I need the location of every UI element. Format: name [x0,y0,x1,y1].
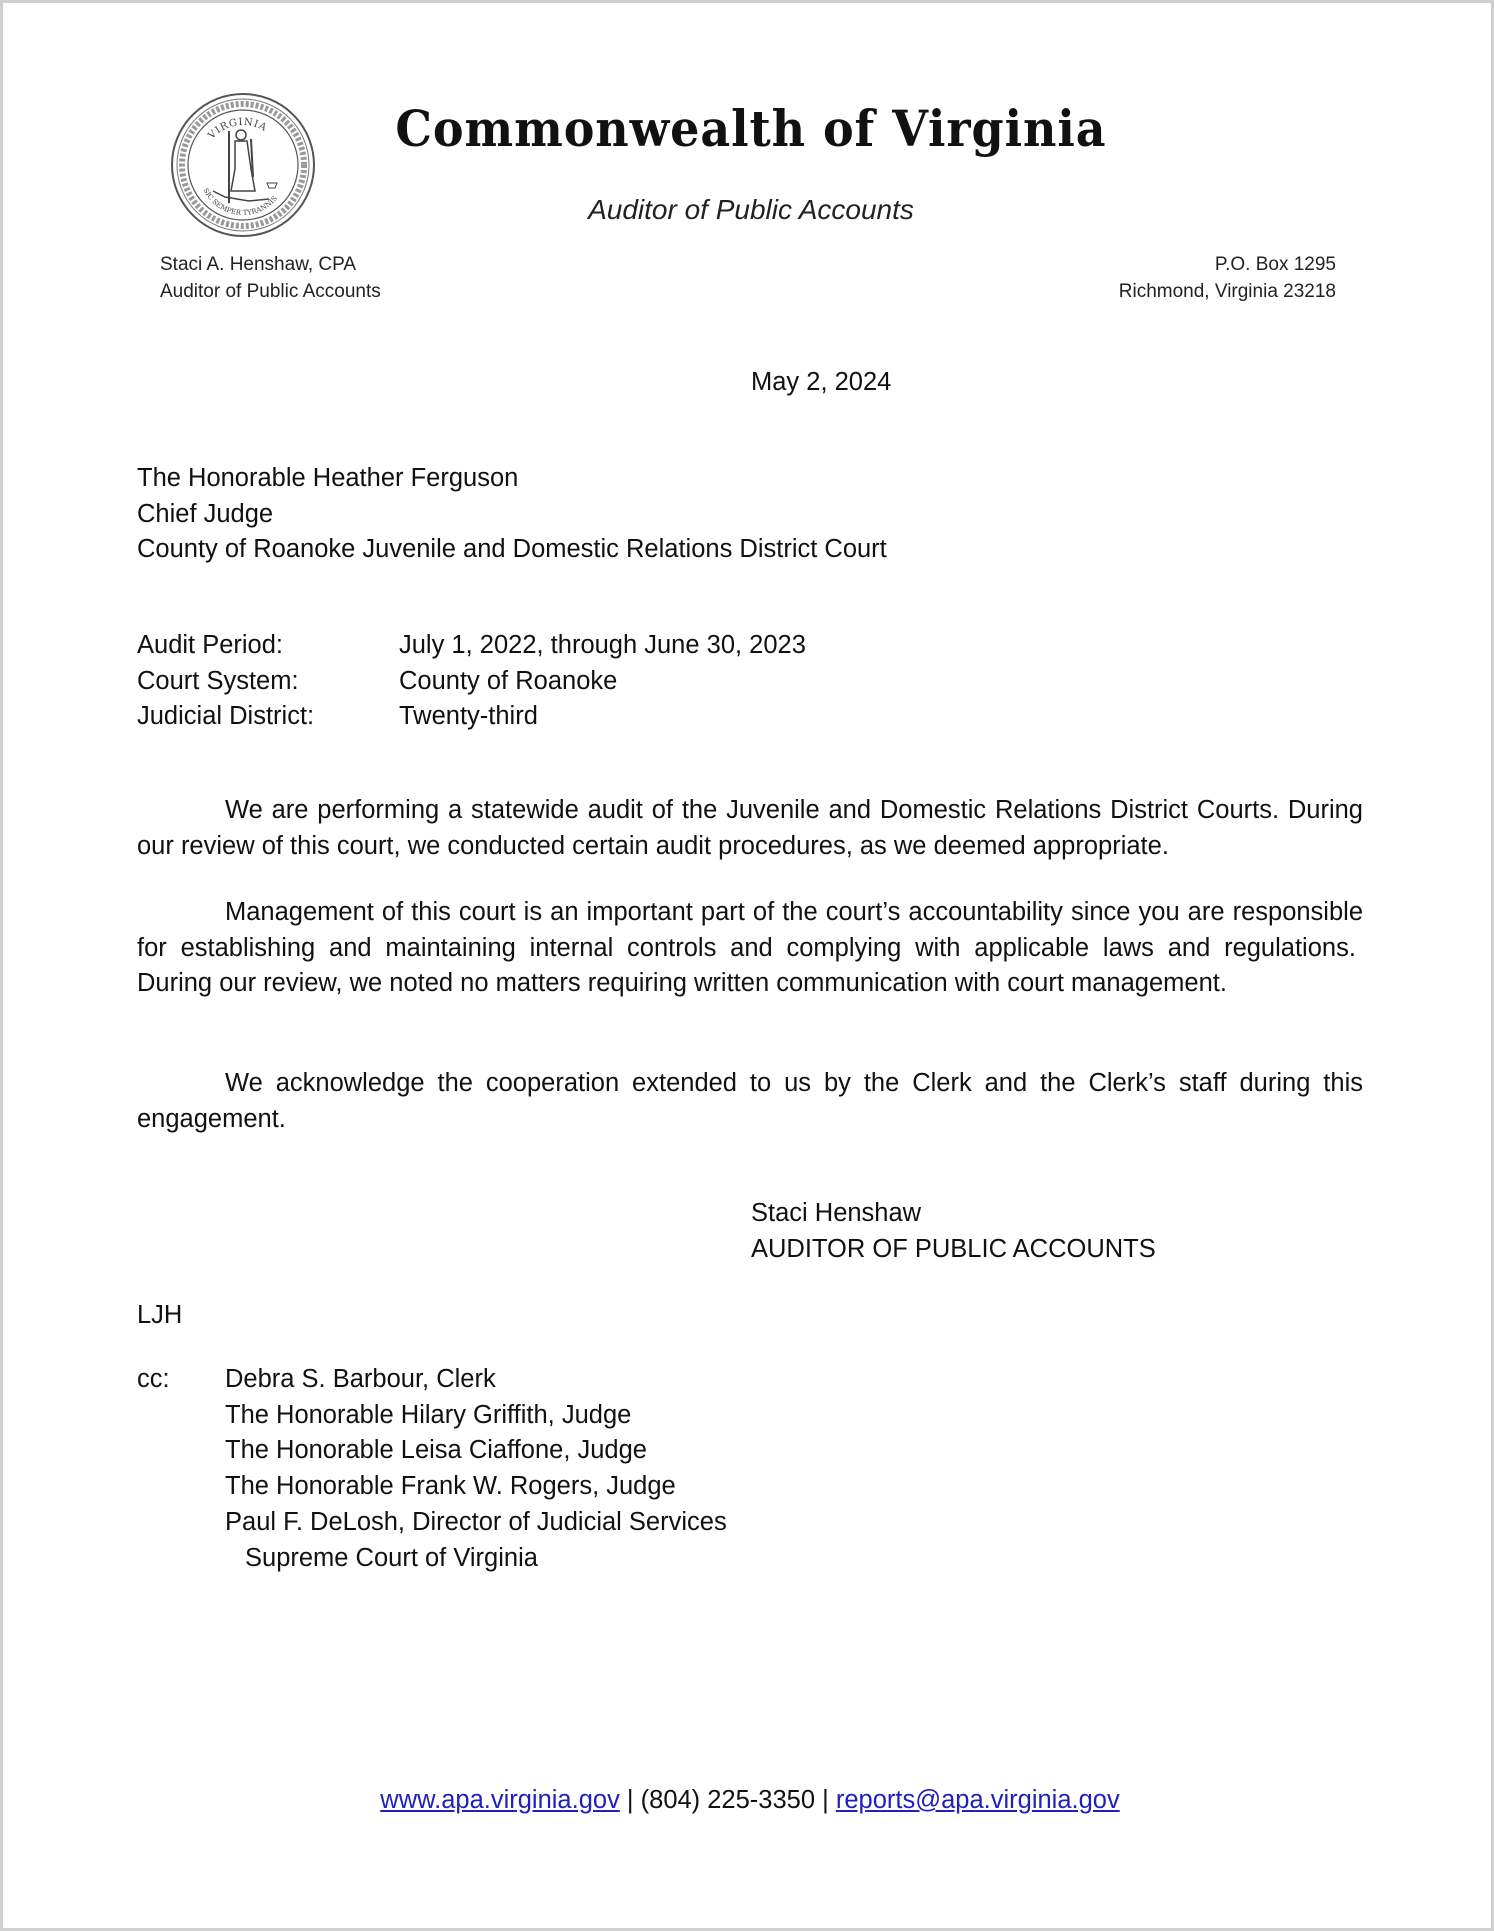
paragraph-text: Management of this court is an important part of the court’s accountability since you are responsible for establishing and maintaining internal controls and complying with applicable laws and regulations. During our review, we noted no matters requiring written communication with court management. [137,898,1363,998]
email-link[interactable]: reports@apa.virginia.gov [835,1786,1120,1814]
cc-recipient: The Honorable Frank W. Rogers, Judge [225,1472,676,1501]
cc-label: cc: [137,1365,170,1393]
website-link[interactable]: www.apa.virginia.gov [380,1786,620,1814]
cc-recipient: Paul F. DeLosh, Director of Judicial Services [225,1507,727,1536]
addressee-court: County of Roanoke Juvenile and Domestic Relations District Court [137,535,887,564]
cc-row [137,1541,727,1577]
cc-row [137,1505,727,1541]
auditor-title: Auditor of Public Accounts [160,281,381,302]
audit-info-block [137,628,806,735]
audit-info-label: Court System: [137,666,299,695]
cc-recipient: Debra S. Barbour, Clerk [225,1365,496,1393]
footer-separator: | [822,1786,829,1814]
audit-info-value: Twenty-third [399,702,538,731]
audit-info-row [137,628,806,664]
po-box: P.O. Box 1295 [1214,254,1336,275]
body-paragraph-2 [137,895,1363,1002]
cc-row [137,1398,727,1434]
cc-row [137,1433,727,1469]
paragraph-text: We are performing a statewide audit of the Juvenile and Domestic Relations District Courts. During our review of this court, we conducted certain audit procedures, as we deemed appropriate. [137,796,1363,860]
signature-block [751,1196,1156,1267]
body-paragraph-3 [137,1066,1363,1137]
auditor-name-block [160,251,381,305]
seal-text-top: VIRGINIA [206,116,269,142]
letter-date: May 2, 2024 [751,368,892,396]
cc-row [137,1469,727,1505]
cc-recipient: The Honorable Hilary Griffith, Judge [225,1400,632,1429]
typist-initials: LJH [137,1301,183,1329]
cc-block [137,1362,727,1576]
city-state-zip: Richmond, Virginia 23218 [1118,281,1336,302]
phone-number: (804) 225-3350 [640,1786,816,1814]
cc-row [137,1362,727,1398]
letterhead-title: Commonwealth of Virginia [395,99,1107,158]
addressee-title: Chief Judge [137,499,274,528]
mailing-address-block [1119,251,1336,305]
auditor-name: Staci A. Henshaw, CPA [160,254,357,275]
addressee-block [137,461,887,568]
addressee-name: The Honorable Heather Ferguson [137,464,519,492]
audit-info-label: Audit Period: [137,631,284,659]
audit-info-label: Judicial District: [137,702,315,731]
audit-info-value: County of Roanoke [399,666,618,695]
footer-contact [3,1782,1494,1818]
cc-recipient: The Honorable Leisa Ciaffone, Judge [225,1436,647,1465]
cc-recipient-subline: Supreme Court of Virginia [245,1543,538,1572]
audit-info-row [137,699,806,735]
body-paragraph-1 [137,793,1363,864]
audit-info-row [137,664,806,700]
paragraph-text: We acknowledge the cooperation extended to us by the Clerk and the Clerk’s staff during this engagement. [137,1069,1363,1133]
audit-info-value: July 1, 2022, through June 30, 2023 [399,631,806,659]
footer-separator: | [626,1786,634,1814]
signer-name: Staci Henshaw [751,1199,922,1227]
letterhead-subtitle: Auditor of Public Accounts [588,194,914,225]
seal-text-bottom: SIC SEMPER TYRANNIS [201,186,279,218]
signer-title: AUDITOR OF PUBLIC ACCOUNTS [751,1234,1156,1263]
